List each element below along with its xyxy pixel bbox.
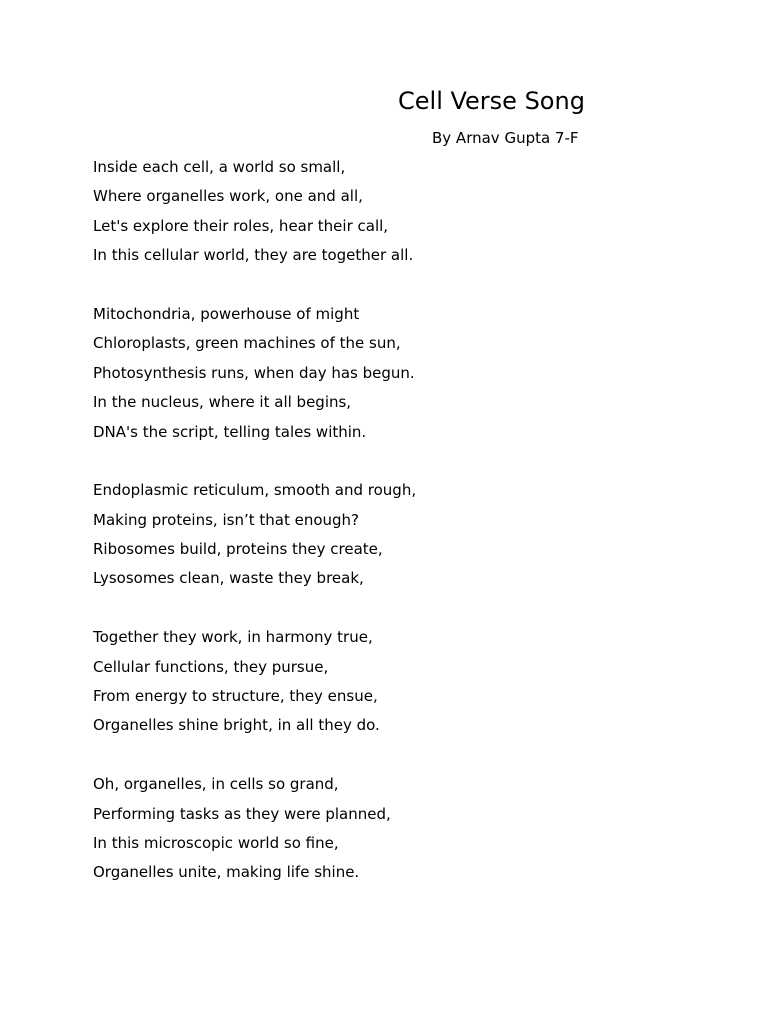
poem-line: Organelles shine bright, in all they do. [93, 716, 380, 735]
document-byline: By Arnav Gupta 7-F [432, 129, 579, 147]
poem-body [93, 157, 693, 921]
document-title: Cell Verse Song [398, 87, 585, 115]
stanza-1 [93, 157, 693, 275]
poem-line: Cellular functions, they pursue, [93, 657, 329, 676]
poem-line: From energy to structure, they ensue, [93, 687, 378, 706]
poem-line: Organelles unite, making life shine. [93, 863, 360, 882]
poem-line: Inside each cell, a world so small, [93, 158, 346, 176]
poem-line: Making proteins, isn’t that enough? [93, 510, 360, 529]
poem-line: Mitochondria, powerhouse of might [93, 304, 360, 323]
poem-line: In this cellular world, they are together all. [93, 246, 414, 265]
poem-line: Lysosomes clean, waste they break, [93, 569, 364, 588]
poem-line: Let's explore their roles, hear their call, [93, 216, 389, 235]
poem-line: Ribosomes build, proteins they create, [93, 540, 383, 559]
poem-line: DNA's the script, telling tales within. [93, 422, 367, 441]
poem-line: Oh, organelles, in cells so grand, [93, 775, 339, 794]
stanza-4 [93, 627, 693, 745]
stanza-3 [93, 480, 693, 598]
poem-line: Where organelles work, one and all, [93, 187, 363, 206]
poem-line: Performing tasks as they were planned, [93, 804, 391, 823]
poem-line: Photosynthesis runs, when day has begun. [93, 363, 415, 382]
poem-line: In the nucleus, where it all begins, [93, 393, 352, 412]
stanza-5 [93, 774, 693, 892]
poem-line: Endoplasmic reticulum, smooth and rough, [93, 481, 417, 500]
stanza-2 [93, 304, 693, 451]
poem-line: Together they work, in harmony true, [93, 628, 373, 647]
poem-line: In this microscopic world so fine, [93, 833, 339, 852]
poem-line: Chloroplasts, green machines of the sun, [93, 334, 401, 353]
